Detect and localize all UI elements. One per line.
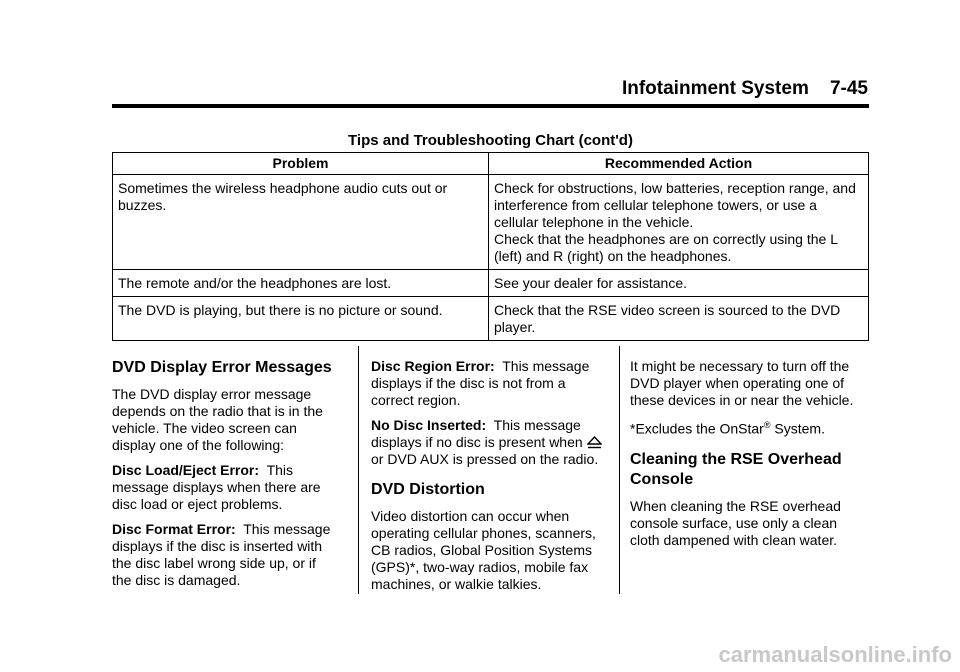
no-disc-paragraph bbox=[371, 417, 609, 468]
no-disc-text-before: This message displays if no disc is present when bbox=[371, 417, 583, 450]
page-number: 7-45 bbox=[829, 78, 868, 99]
region-error-text: This message displays if the disc is not from a correct region. bbox=[371, 358, 590, 408]
format-error-text: This message displays if the disc is inserted with the disc label wrong side up, or if the disc is damaged. bbox=[112, 521, 331, 588]
action-line: Check that the RSE video screen is sourced to the DVD player. bbox=[494, 302, 841, 335]
action-line: Check that the headphones are on correctly using the L (left) and R (right) on the headphones. bbox=[494, 231, 838, 264]
registered-mark: ® bbox=[763, 420, 771, 430]
footnote bbox=[630, 417, 868, 438]
column-header-action: Recommended Action bbox=[489, 153, 869, 175]
page-header bbox=[112, 78, 868, 104]
watermark: carmanualsonline.info bbox=[718, 642, 952, 667]
action-cell bbox=[489, 270, 869, 297]
section-name: Infotainment System bbox=[621, 78, 809, 99]
troubleshooting-table bbox=[112, 152, 869, 341]
problem-cell: Sometimes the wireless headphone audio cuts out or buzzes. bbox=[113, 175, 489, 270]
region-error-paragraph bbox=[371, 358, 609, 409]
text-column-1 bbox=[112, 346, 338, 597]
load-eject-error-term: Disc Load/Eject Error: bbox=[112, 462, 260, 478]
action-cell bbox=[489, 297, 869, 341]
section-heading-error-messages: DVD Display Error Messages bbox=[112, 359, 332, 376]
column-header-problem: Problem bbox=[113, 153, 489, 175]
action-cell bbox=[489, 175, 869, 270]
table-caption: Tips and Troubleshooting Chart (cont'd) bbox=[348, 132, 633, 149]
cleaning-paragraph: When cleaning the RSE overhead console surface, use only a clean cloth dampened with clean water. bbox=[630, 497, 841, 548]
footnote-text: *Excludes the OnStar bbox=[630, 420, 764, 437]
footnote-text-end: System. bbox=[770, 420, 825, 437]
distortion-paragraph-2: It might be necessary to turn off the DVD player when operating one of these devices in or near the vehicle. bbox=[630, 358, 854, 408]
problem-cell: The remote and/or the headphones are lost. bbox=[113, 270, 489, 297]
no-disc-text-after: or DVD AUX is pressed on the radio. bbox=[371, 451, 599, 467]
section-heading-distortion: DVD Distortion bbox=[371, 481, 485, 498]
no-disc-term: No Disc Inserted: bbox=[371, 417, 487, 433]
problem-cell: The DVD is playing, but there is no picture or sound. bbox=[113, 297, 489, 341]
action-line: Check for obstructions, low batteries, reception range, and interference from cellular telephone towers, or use a cellular telephone in the vehicle. bbox=[494, 180, 856, 230]
eject-icon bbox=[587, 436, 602, 449]
text-column-2 bbox=[371, 346, 609, 601]
format-error-term: Disc Format Error: bbox=[112, 521, 236, 537]
load-eject-error-text: This message displays when there are disc load or eject problems. bbox=[112, 462, 321, 512]
error-messages-intro: The DVD display error message depends on the radio that is in the vehicle. The video screen can display one of the following: bbox=[112, 386, 323, 453]
format-error-paragraph bbox=[112, 521, 338, 589]
action-line: See your dealer for assistance. bbox=[494, 275, 687, 291]
table-row bbox=[113, 297, 869, 341]
load-eject-error-paragraph bbox=[112, 462, 338, 513]
region-error-term: Disc Region Error: bbox=[371, 358, 495, 374]
table-row bbox=[113, 175, 869, 270]
section-heading-cleaning: Cleaning the RSE Overhead Console bbox=[630, 450, 842, 488]
page-header-title bbox=[622, 78, 868, 100]
column-divider bbox=[358, 346, 359, 594]
column-divider bbox=[619, 346, 620, 594]
text-column-3 bbox=[630, 346, 868, 557]
table-row bbox=[113, 270, 869, 297]
header-rule bbox=[112, 104, 869, 108]
distortion-paragraph: Video distortion can occur when operating cellular phones, scanners, CB radios, Global Position Systems (GPS)*, two-way radios, mobile fax machines, or walkie talkies. bbox=[371, 508, 596, 592]
table-header-row bbox=[113, 153, 869, 175]
